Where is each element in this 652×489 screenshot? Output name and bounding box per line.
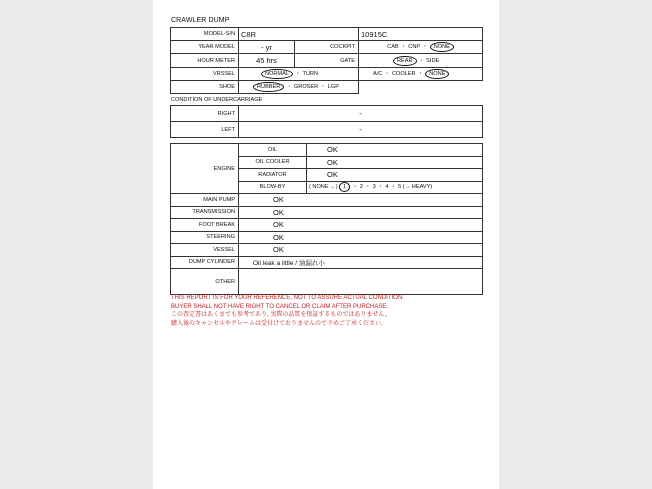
radiator-label: RADIATOR: [239, 169, 307, 182]
shoe-selected-rubber: RUBBER: [253, 82, 284, 92]
year-label: YEAR MODEL: [171, 41, 239, 54]
shoe-options: RUBBER ・ GROSER ・ LGP: [239, 81, 359, 94]
shoe-label: SHOE: [171, 81, 239, 94]
ac-label: A/C: [373, 71, 383, 77]
model-label: MODEL-S/N: [171, 28, 239, 41]
disclaimer: [171, 294, 404, 328]
dump-cylinder-label: DUMP CYLINDER: [171, 256, 239, 269]
cockpit-options: CAB ・ CNP ・ NONE: [359, 41, 483, 54]
blowby-heavy: (→ HEAVY): [402, 184, 433, 191]
gate-option-side: SIDE: [426, 57, 440, 64]
right-label: RIGHT: [171, 106, 239, 122]
blowby-selected-1: 1: [339, 182, 350, 192]
undercarriage-table: [170, 105, 483, 138]
foot-break-label: FOOT BREAK: [171, 219, 239, 232]
engine-label: ENGINE: [171, 144, 239, 194]
main-pump-label: MAIN PUMP: [171, 194, 239, 207]
other-label: OTHER: [171, 269, 239, 295]
ac-option-cooler: COOLER: [391, 71, 416, 77]
other-value: [239, 269, 483, 295]
gate-options: REAR ・ SIDE: [359, 54, 483, 68]
year-value: - yr: [239, 41, 295, 54]
ac-options: A/C ・ COOLER ・ NONE: [359, 68, 483, 81]
cockpit-label: COCKPIT: [295, 41, 359, 54]
vessel-item-label: VESSEL: [171, 244, 239, 257]
left-label: LEFT: [171, 122, 239, 138]
dump-cylinder-value: Oil leak a little / 油漏れ小: [239, 256, 483, 269]
transmission-label: TRANSMISSION: [171, 206, 239, 219]
undercarriage-label: CONDITION OF UNDERCARRIAGE: [171, 97, 263, 103]
oil-cooler-label: OIL COOLER: [239, 156, 307, 169]
report-page: [153, 0, 499, 489]
table-row: [171, 231, 483, 244]
vessel-label: VRSSEL: [171, 68, 239, 81]
oil-cooler-value: OK: [307, 156, 483, 169]
steering-value: OK: [239, 231, 483, 244]
transmission-value: OK: [239, 206, 483, 219]
cockpit-option-cab: CAB: [387, 44, 399, 50]
oil-value: OK: [307, 144, 483, 157]
left-value: -: [239, 122, 483, 138]
steering-label: STEERING: [171, 231, 239, 244]
model-value: C8R: [239, 28, 359, 41]
inspection-table: [170, 143, 483, 295]
cockpit-option-cnp: CNP: [408, 44, 421, 50]
blowby-5: 5: [398, 184, 402, 191]
blowby-4: 4: [385, 184, 389, 191]
ac-selected-none: NONE: [425, 69, 449, 79]
shoe-option-groser: GROSER: [293, 84, 319, 90]
table-row: [171, 269, 483, 295]
table-row: [171, 256, 483, 269]
table-row: [171, 244, 483, 257]
cockpit-selected-none: NONE: [430, 42, 454, 52]
vessel-item-value: OK: [239, 244, 483, 257]
radiator-value: OK: [307, 169, 483, 182]
disclaimer-line-3: この査定書はあくまでも参考であり, 実際の品質を保証するものではありません。: [171, 312, 391, 318]
main-pump-value: OK: [239, 194, 483, 207]
disclaimer-line-1: THIS REPORT IS FOR YOUR REFERENCE, NOT TO ASSURE ACTUAL CONDITION.: [171, 295, 404, 301]
table-row: [171, 194, 483, 207]
disclaimer-line-4: 購入後のキャンセルやクレームは受付けておりませんので予めご了承ください。: [171, 320, 388, 327]
vessel-selected-normal: NORMAL: [261, 69, 293, 79]
disclaimer-line-2: BUYER SHALL NOT HAVE RIGHT TO CANCEL OR CLAIM AFTER PURCHASE.: [171, 303, 389, 310]
blowby-2: 2: [359, 184, 364, 191]
serial-value: 10915C: [359, 28, 483, 41]
gate-selected-rear: REAR: [393, 56, 417, 66]
table-row: [171, 219, 483, 232]
right-value: -: [239, 106, 483, 122]
blowby-label: BLOW-BY: [239, 181, 307, 194]
vessel-option-turn: TURN: [302, 71, 319, 77]
hour-label: HOUR METER: [171, 54, 239, 68]
report-title: CRAWLER DUMP: [171, 17, 230, 24]
oil-label: OIL: [239, 144, 307, 157]
empty-cell: [359, 81, 483, 94]
gate-label: GATE: [295, 54, 359, 68]
blowby-3: 3: [372, 184, 376, 191]
blowby-none: ( NONE ←): [309, 184, 338, 191]
header-table: [170, 27, 483, 94]
table-row: [171, 206, 483, 219]
foot-break-value: OK: [239, 219, 483, 232]
shoe-option-lgp: LGP: [327, 84, 339, 90]
blowby-scale: ( NONE ←) 1 ・ 2 ・ 3 ・ 4 ・ 5 (→ HEAVY): [307, 181, 483, 194]
vessel-options: NORMAL ・ TURN: [239, 68, 359, 81]
hour-value: 45 hrs: [239, 54, 295, 68]
